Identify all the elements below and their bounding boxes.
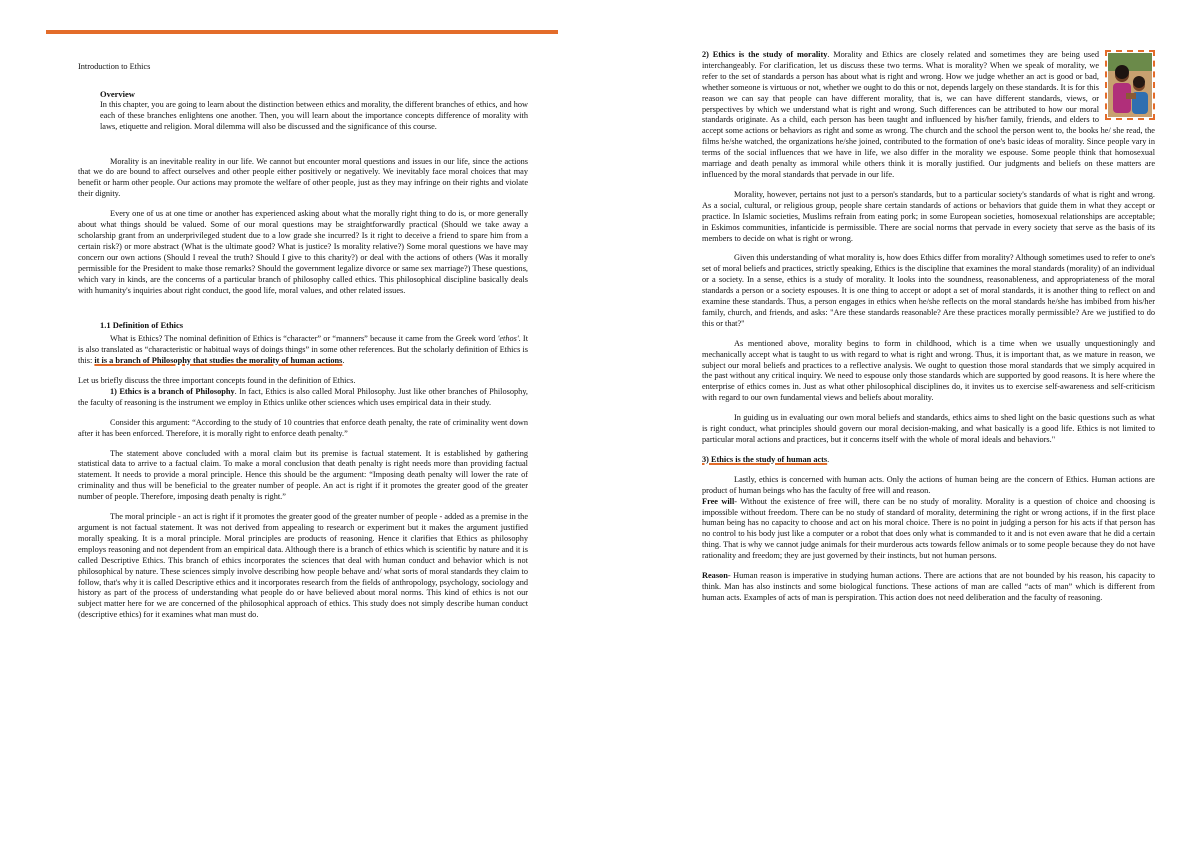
human-acts-heading: 3) Ethics is the study of human acts.: [702, 454, 830, 464]
branch-of-philosophy-paragraph: 1) Ethics is a branch of Philosophy. In fact, Ethics is also called Moral Philosophy. Just like other branches of Philosophy, the faculty of reasoning is the instrument we employ in Ethics unlike other sciences which uses empirical data in their study.: [78, 386, 528, 407]
statement-paragraph: The statement above concluded with a moral claim but its premise is factual statement. It is established by gathering statistical data to arrive to a factual claim. To make a moral conclusion that death penalty is right needs more than providing factual statement. It needs to provide a moral principle. Hence this should be the argument: “Imposing death penalty will lower the rate of criminality and thus will be beneficial to the greater number of people. An act is right if it promotes the greater good of the greater number of people. Therefore, imposing death penalty is right.”: [78, 448, 528, 502]
ethics-vs-morality-paragraph: Given this understanding of what morality is, how does Ethics differ from morality? Although sometimes used to refer to one's set of moral beliefs and practices, strictly speaking, Ethics is the discipline that examines the moral standards (morality) of an individual or a society. In a sense, ethics is a study of morality. It looks into the soundness, reasonableness, and appropriateness of the moral standards a person or a society espouses. It is one thing to accept or adopt a set of moral standards, it is another thing to reflect on and examine these standards. Thus, a person engages in ethics when he/she reflects on the moral standards he/she has imbibed from his/her family, church, and friends, and asks: "Are these standards reasonable? Are these practices morally permissible? Are we justified to do this or that?": [702, 253, 1155, 328]
moral-principle-paragraph: The moral principle - an act is right if it promotes the greater good of the greater number of people - added as a premise in the argument is not factual statement. It was not derived from appealing to research or experiment but it makes the argument justified morally speaking. It is a moral principle. Moral principles are products of reasoning. Hence it clarifies that Ethics as philosophy employs reasoning and not dependent from an empirical data. Although there is a branch of ethics which is scientific by nature and it is called Descriptive Ethics. This branch of ethics incorporates the sciences that deal with human conduct and behavior which is not philosophical by nature. These sciences simply involve describing how people behave and/ what sorts of moral standards they claim to follow, that's why it is called Descriptive ethics and it incorporates research from the fields of anthropology, psychology, sociology and history as part of the process of understanding what people do or have believed about moral norms. This kind of ethics is not our subject matter here for we are concerned of the philosophical approach of ethics. This study does not simply describe human conduct (descriptive ethics) for it examines what man must do.: [78, 512, 528, 620]
children-photo: [1105, 50, 1155, 120]
study-of-morality-paragraph: 2) Ethics is the study of morality. Morality and Ethics are closely related and sometimes they are being used interchangeably. For clarification, let us discuss these two terms. What is morality? When we speak of morality, we refer to the set of standards a person has about what is right and wrong. How we judge whether an act is good or bad, whether someone is virtuous or not, whether we ought to do this or not, depends largely on these standards. It is for this reason we can say that people can have different morality, that is, we can have different standards, views, or perspectives by which we understand what is right and wrong. Such differences can be attributed to how our moral standards originate. As a child, each person has been taught and influenced by his/her family, friends, and elders to accept some actions or behaviors as right and some as wrong. The church and the school the person went to, the books he/ she read, the films he/she watched, the organizations he/she joined, contributed to the formation of one's basic ideas of morality. Since people vary in terms of the social influences that we have in life, we also differ in the morality we espouse. Some people think that homosexual marriage and death penalty as immoral while others think it is morally justified. Our judgments and beliefs on these matters are influenced by the moral standards that pervade in our life.: [702, 50, 1155, 179]
overview-text: In this chapter, you are going to learn about the distinction between ethics and morality, the different branches of ethics, and how each of these branches enlightens one another. Then, you will learn about the importance concepts difference of morality with laws, etiquette and religion. Moral dilemma will also be discussed and the significance of this course.: [100, 99, 528, 131]
overview-section: [78, 89, 528, 133]
header-rule: [46, 30, 558, 34]
definition-heading: 1.1 Definition of Ethics: [100, 320, 184, 331]
overview-heading: Overview: [100, 88, 135, 99]
definition-highlight: it is a branch of Philosophy that studies the morality of human actions: [94, 356, 343, 366]
morality-society-paragraph: Morality, however, pertains not just to a person's standards, but to a particular society's standards of what is right and wrong. As a social, cultural, or religious group, people share certain standards of actions or behaviors that guide them in what they accept or practice. In Islamic societies, Muslims refrain from eating pork; in some European societies, homosexual relationships are acceptable; in Eskimos communities, infanticide is permissible. There are social norms that pervade in every society that serve as the basis of its members to decide on what is right or wrong.: [702, 189, 1155, 243]
definition-paragraph-2: Let us briefly discuss the three important concepts found in the definition of Ethics.: [78, 376, 356, 386]
reason-paragraph: Reason- Human reason is imperative in studying human actions. There are actions that are not bounded by his reason, his capacity to think. Man has also instincts and some biological functions. These actions of man are called “acts of man” which is different from human acts. Examples of acts of man is perspiration. This action does not need deliberation and the faculty of reasoning.: [702, 571, 1155, 602]
definition-paragraph-1: What is Ethics? The nominal definition of Ethics is “character” or “manners” because it came from the Greek word 'ethos'. It is also translated as “characteristic or habitual ways of doings things” in some other references. But the scholarly definition of Ethics is this: it is a branch of Philosophy that studies the morality of human actions.: [78, 334, 529, 366]
intro-paragraph-1: Morality is an inevitable reality in our life. We cannot but encounter moral questions and issues in our life, since the actions that we do are bound to affect ourselves and other people either positively or negatively. We inevitably face moral choices that may benefit or harm other people. Our actions may promote the welfare of other people, just as they may infringe on their rights and violate their dignity.: [78, 156, 528, 199]
argument-paragraph: Consider this argument: “According to the study of 10 countries that enforce death penalty, the rate of criminality went down after it has been enforced. Therefore, it is morally right to enforce death penalty.”: [78, 417, 528, 438]
evaluating-paragraph: In guiding us in evaluating our own moral beliefs and standards, ethics aims to shed light on the basic questions such as what is right conduct, what principles should govern our moral decision-making, and what basically is a good life. Ethics is not limited to particular moral actions and practices, but it concerns itself with the whole of moral ideals and behaviors.": [702, 413, 1155, 444]
photo-image: [1108, 53, 1152, 117]
childhood-paragraph: As mentioned above, morality begins to form in childhood, which is a time when we usually unquestioningly and mechanically accept what is taught to us with regard to what is right and wrong. Thus, it is important that, as we mature in reason, we subject our moral beliefs and practices to a reflective analysis. We ought to question those moral standards that we simply acquired in the past without any critical inquiry. We need to espouse only those standards which are supported by good reasons. It is here where the enterprise of ethics comes in. Just as what other philosophical disciplines do, it invites us to exercise self-awareness and self-criticism with regard to our own fundamental views and beliefs about morality.: [702, 338, 1155, 403]
human-acts-paragraph: Lastly, ethics is concerned with human acts. Only the actions of human being are the concern of Ethics. Human actions are product of human beings who has the faculty of free will and reason.: [702, 474, 1155, 495]
right-page: [600, 0, 1200, 849]
document-title: Introduction to Ethics: [78, 62, 151, 71]
right-column: [702, 50, 1155, 604]
intro-paragraph-2: Every one of us at one time or another has experienced asking about what the morally right thing to do is, or more generally about what things should be valued. Some of our moral questions may be straightforwardly practical (Should we take away a scholarship grant from an underprivileged student due to a low grade she incurred? Is it right to deceive a friend to spare him from a certain risk?) or more abstract (What is the ultimate good? What is justice? Is morality relative?) Some moral questions we have may concern our own actions (Should I reveal the truth? Should I give to this charity?) or deal with the actions of others (Was it morally permissible for the President to make those remarks? Should the government legalize divorce or same sex marriage?) These questions, which vary in kinds, are the concerns of a particular branch of philosophy called ethics. This philosophical discipline basically deals with humanity's inquiries about right conduct, the good life, moral values, and other related issues.: [78, 209, 528, 295]
left-column: [78, 62, 528, 621]
free-will-paragraph: Free will- Without the existence of free will, there can be no study of morality. Morality is a question of choice and choosing is impossible without freedom. There can be no study of standard of morality, determining the right or wrong actions, if in the first place human being has no capacity to choose and act on his moral choice. There is no point in judging a person for his acts if that person has no control to his body just like a computer or a robot that does only what is commanded to it and is not even aware that he did a certain thing. That is why we cannot judge animals for their murderous acts towards fellow animals or to some people because they do not have rationality and freedom; they are just governed by their instincts, but not human persons.: [702, 496, 1155, 561]
